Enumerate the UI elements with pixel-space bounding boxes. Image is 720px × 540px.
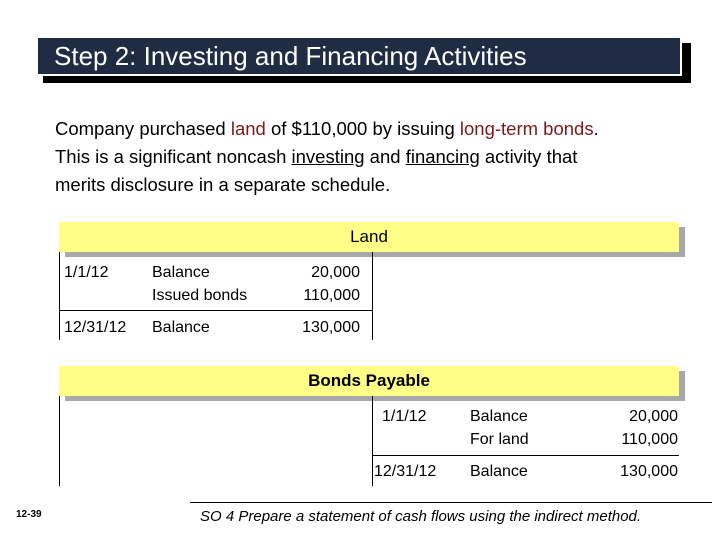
text-run: This is a significant noncash (55, 146, 292, 167)
land-row1-date: 1/1/12 (64, 264, 109, 281)
bonds-row3-desc: Balance (470, 463, 528, 480)
bonds-row1-date: 1/1/12 (382, 408, 427, 425)
text-run: Company purchased (55, 118, 231, 139)
text-run: . (593, 118, 599, 139)
study-objective: SO 4 Prepare a statement of cash flows using the indirect method. (200, 508, 642, 525)
land-total-line (59, 310, 372, 311)
land-center-line (372, 252, 373, 340)
underlined-financing: financing (405, 146, 480, 167)
text-run: activity that (479, 146, 578, 167)
land-row3-amount: 130,000 (302, 319, 360, 336)
bonds-row1-amount: 20,000 (629, 408, 678, 425)
land-row3-date: 12/31/12 (64, 319, 127, 336)
land-account-header (59, 222, 679, 252)
underlined-investing: investing (291, 146, 365, 167)
text-run: of $110,000 by issuing (265, 118, 460, 139)
bonds-row3-amount: 130,000 (620, 463, 678, 480)
bonds-row2-amount: 110,000 (621, 431, 678, 448)
bonds-row2-desc: For land (470, 431, 529, 448)
land-row2-amount: 110,000 (303, 287, 360, 304)
bonds-left-border (59, 396, 60, 486)
slide-title: Step 2: Investing and Financing Activities (54, 40, 527, 71)
bonds-total-line (372, 455, 679, 456)
land-account-title: Land (350, 227, 388, 246)
bonds-account-header (59, 366, 679, 396)
land-row1-desc: Balance (152, 264, 210, 281)
bonds-center-line (372, 396, 373, 486)
title-banner (36, 36, 682, 76)
slide-code: 12-39 (16, 509, 42, 520)
highlight-land: land (230, 118, 266, 139)
text-run: and (364, 146, 406, 167)
land-row1-amount: 20,000 (311, 264, 360, 281)
bonds-row1-desc: Balance (470, 408, 528, 425)
highlight-bonds: long-term bonds (459, 118, 594, 139)
land-row3-desc: Balance (152, 319, 210, 336)
text-run: merits disclosure in a separate schedule. (55, 174, 391, 195)
bonds-row3-date: 12/31/12 (374, 463, 437, 480)
land-left-border (59, 252, 60, 340)
land-row2-desc: Issued bonds (152, 287, 248, 304)
footer-divider (190, 502, 712, 503)
description-paragraph (55, 115, 705, 199)
bonds-account-title: Bonds Payable (308, 371, 430, 390)
